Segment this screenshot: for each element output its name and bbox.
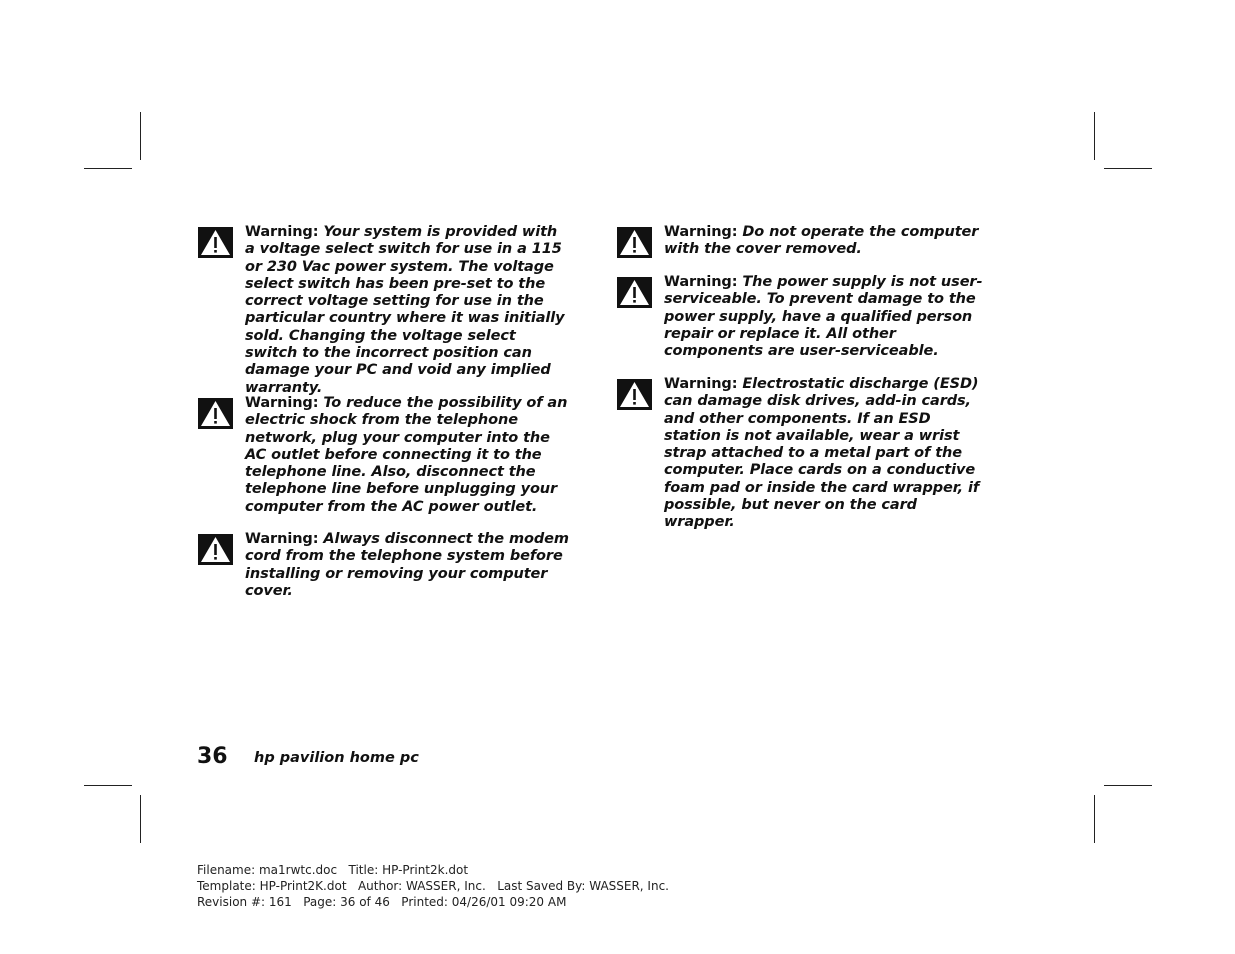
warning-body: Your system is provided with a voltage select switch for use in a 115 or 230 Vac power system. The voltage select switch has been pre-set to the correct voltage setting for use in the particular country where it was initially sold. Changing the voltage select switch to the incorrect position can damage your PC and void any implied warranty. (245, 224, 565, 396)
crop-mark (140, 112, 141, 160)
warning-body: Do not operate the computer with the cover removed. (664, 224, 979, 258)
warning-label: Warning: (245, 395, 319, 411)
page-number: 36 (197, 744, 228, 769)
warning-triangle-icon (617, 379, 652, 410)
crop-mark (1104, 168, 1152, 169)
warning-body: The power supply is not user-serviceable. To prevent damage to the power supply, have a qualified person repair or replace it. All other components are user-serviceable. (664, 274, 983, 360)
crop-mark (84, 168, 132, 169)
warning-label: Warning: (664, 224, 738, 240)
warning-label: Warning: (245, 224, 319, 240)
book-title: hp pavilion home pc (254, 750, 419, 766)
warning-body: To reduce the possibility of an electric shock from the telephone network, plug your computer into the AC outlet before connecting it to the telephone line. Also, disconnect the telephone line before unplugging your computer from the AC power outlet. (245, 395, 568, 515)
warning-text (245, 224, 570, 397)
warning-body: Always disconnect the modem cord from the telephone system before installing or removing your computer cover. (245, 531, 569, 599)
warning-label: Warning: (664, 376, 738, 392)
crop-mark (1104, 785, 1152, 786)
warning-text (664, 274, 989, 360)
warning-text (245, 531, 570, 600)
warning-text (664, 224, 989, 259)
file-info-line: Filename: ma1rwtc.doc Title: HP-Print2k.dot (197, 863, 469, 877)
warning-triangle-icon (198, 398, 233, 429)
warning-text (245, 395, 570, 516)
warning-text (664, 376, 989, 532)
crop-mark (140, 795, 141, 843)
crop-mark (1094, 795, 1095, 843)
file-info-line: Template: HP-Print2K.dot Author: WASSER, Inc. Last Saved By: WASSER, Inc. (197, 879, 669, 893)
warning-triangle-icon (198, 227, 233, 258)
file-info-line: Revision #: 161 Page: 36 of 46 Printed: 04/26/01 09:20 AM (197, 895, 567, 909)
crop-mark (1094, 112, 1095, 160)
warning-label: Warning: (664, 274, 738, 290)
crop-mark (84, 785, 132, 786)
warning-triangle-icon (617, 227, 652, 258)
warning-body: Electrostatic discharge (ESD) can damage disk drives, add-in cards, and other components. If an ESD station is not available, wear a wrist strap attached to a metal part of the computer. Place cards on a conductive foam pad or inside the card wrapper, if possible, but never on the card wrapper. (664, 376, 980, 531)
warning-triangle-icon (617, 277, 652, 308)
warning-label: Warning: (245, 531, 319, 547)
file-info (197, 862, 669, 910)
warning-triangle-icon (198, 534, 233, 565)
